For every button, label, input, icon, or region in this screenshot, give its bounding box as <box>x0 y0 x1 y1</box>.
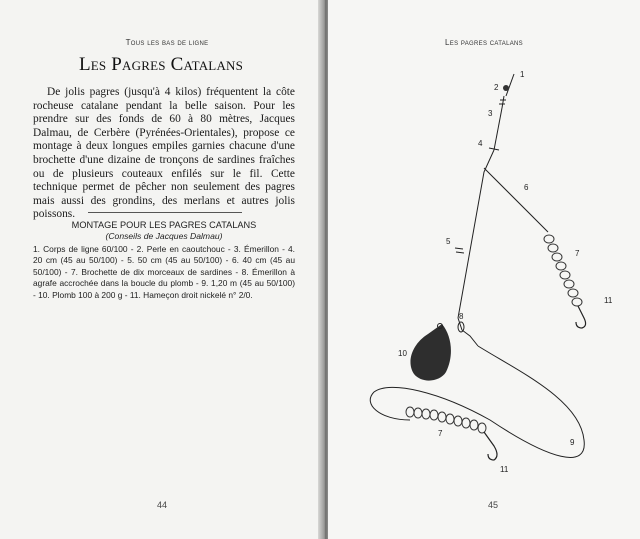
intro-paragraph: De jolis pagres (jusqu'à 4 kilos) fréquentent la côte rocheuse catalane pendant la belle saison. Pour les prendre sur des fonds de 60 à 80 mètres, Jacques Dalmau, de Cerbère (Pyrénées-Orientales), propose ce montage à deux longues empiles garnies chacune d'une brochette d'une dizaine de tronçons de sardines fraîches ou de plusieurs couteaux enfilés sur le fil. Cette technique permet de pêcher non seulement des pagres mais aussi des grondins, des merlans et autres jolis poissons. <box>33 86 295 221</box>
hook-upper <box>576 306 586 328</box>
lead-weight <box>410 324 450 381</box>
label-11-lower: 11 <box>500 465 509 474</box>
right-running-head: Les pagres catalans <box>445 38 523 47</box>
label-8: 8 <box>459 312 464 321</box>
right-page-number: 45 <box>488 500 499 510</box>
label-7-upper: 7 <box>575 249 580 258</box>
left-page-number: 44 <box>157 500 168 510</box>
mount-legend-list: 1. Corps de ligne 60/100 - 2. Perle en caoutchouc - 3. Émerillon - 4. 20 cm (45 au 50/100) - 5. 50 cm (45 au 50/100) - 6. 40 cm (45 au 50/100) - 7. Brochette de dix morceaux de sardines - 8. Émerillon à agrafe accrochée dans la boucle du plomb - 9. 1,20 m (45 au 50/100) - 10. Plomb 100 à 200 g - 11. Hameçon droit nickelé n° 2/0. <box>33 244 295 300</box>
rubber-bead <box>503 85 509 91</box>
sardine-skewer-lower <box>406 407 486 433</box>
line-segment-4 <box>494 108 502 150</box>
label-5: 5 <box>446 237 451 246</box>
label-1: 1 <box>520 70 525 79</box>
mount-subtitle: (Conseils de Jacques Dalmau) <box>105 231 223 241</box>
left-running-head: Tous les bas de ligne <box>125 38 209 47</box>
label-3: 3 <box>488 109 493 118</box>
page-title: Les Pagres Catalans <box>78 54 244 75</box>
mount-title: MONTAGE POUR LES PAGRES CATALANS <box>71 220 257 230</box>
sardine-skewer-upper <box>544 235 582 306</box>
swivel-3 <box>499 96 506 108</box>
label-7-lower: 7 <box>438 429 443 438</box>
label-11-upper: 11 <box>604 296 613 305</box>
label-6: 6 <box>524 183 529 192</box>
line-segment-5 <box>458 150 494 318</box>
hook-lower <box>484 432 497 460</box>
branch-line-6 <box>484 168 548 232</box>
label-9: 9 <box>570 438 575 447</box>
label-2: 2 <box>494 83 499 92</box>
long-line-9 <box>370 346 584 457</box>
label-4: 4 <box>478 139 483 148</box>
main-line <box>506 74 514 96</box>
label-10: 10 <box>398 349 407 358</box>
line-5-tick <box>455 248 464 253</box>
